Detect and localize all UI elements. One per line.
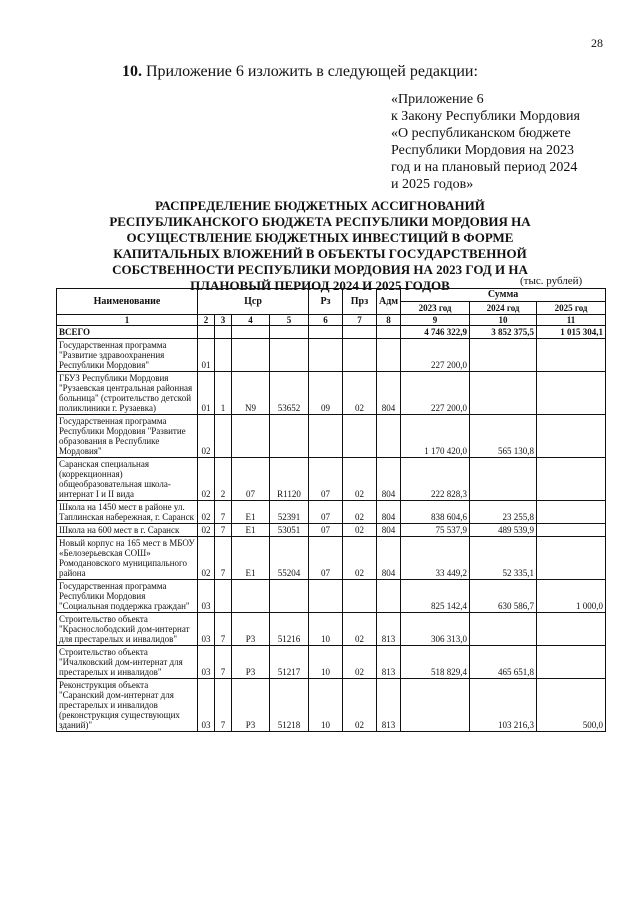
column-index: 7 <box>343 315 377 326</box>
cell-subprogram-code <box>215 415 232 458</box>
cell-program-code <box>198 326 215 339</box>
cell-program-code: 01 <box>198 339 215 372</box>
cell-subprogram-code: 7 <box>215 679 232 732</box>
cell-adm: 804 <box>377 537 401 580</box>
cell-program-code: 03 <box>198 580 215 613</box>
cell-rz: 10 <box>309 679 343 732</box>
cell-project-code <box>232 326 270 339</box>
cell-amount-2023: 825 142,4 <box>401 580 470 613</box>
cell-prz: 02 <box>343 537 377 580</box>
cell-amount-2025 <box>537 613 606 646</box>
table-row <box>57 613 606 646</box>
column-index: 5 <box>270 315 309 326</box>
cell-amount-2025 <box>537 501 606 524</box>
table-row <box>57 537 606 580</box>
cell-subprogram-code: 1 <box>215 372 232 415</box>
cell-project-code: P3 <box>232 679 270 732</box>
cell-subprogram-code: 7 <box>215 501 232 524</box>
table-row <box>57 372 606 415</box>
cell-subprogram-code: 7 <box>215 613 232 646</box>
cell-amount-2023: 227 200,0 <box>401 339 470 372</box>
cell-adm <box>377 326 401 339</box>
cell-direction-code: 55204 <box>270 537 309 580</box>
cell-program-code: 02 <box>198 415 215 458</box>
header-csr: Цср <box>198 289 309 315</box>
annex-line: к Закону Республики Мордовия <box>391 109 580 124</box>
cell-amount-2025 <box>537 524 606 537</box>
cell-rz: 07 <box>309 524 343 537</box>
cell-amount-2025 <box>537 339 606 372</box>
cell-name: Государственная программа Республики Мордовия "Социальная поддержка граждан" <box>57 580 198 613</box>
cell-project-code: P3 <box>232 646 270 679</box>
cell-amount-2023: 518 829,4 <box>401 646 470 679</box>
cell-amount-2024: 52 335,1 <box>470 537 537 580</box>
cell-name: Новый корпус на 165 мест в МБОУ «Белозерьевская СОШ» Ромодановского муниципального района <box>57 537 198 580</box>
cell-project-code: P3 <box>232 613 270 646</box>
cell-rz: 10 <box>309 613 343 646</box>
cell-name: Саранская специальная (коррекционная) общеобразовательная школа-интернат I и II вида <box>57 458 198 501</box>
column-index: 9 <box>401 315 470 326</box>
cell-rz: 09 <box>309 372 343 415</box>
cell-amount-2025 <box>537 537 606 580</box>
table-row <box>57 580 606 613</box>
header-2023: 2023 год <box>401 302 470 315</box>
cell-name: ВСЕГО <box>57 326 198 339</box>
cell-amount-2024 <box>470 372 537 415</box>
cell-program-code: 03 <box>198 679 215 732</box>
cell-amount-2024 <box>470 613 537 646</box>
column-index: 2 <box>198 315 215 326</box>
cell-project-code <box>232 415 270 458</box>
cell-prz: 02 <box>343 458 377 501</box>
cell-rz: 07 <box>309 501 343 524</box>
total-row <box>57 326 606 339</box>
cell-direction-code: 53652 <box>270 372 309 415</box>
cell-name: Реконструкция объекта "Саранский дом-интернат для престарелых и инвалидов (реконструкция существующих зданий)" <box>57 679 198 732</box>
column-index: 3 <box>215 315 232 326</box>
cell-amount-2023: 75 537,9 <box>401 524 470 537</box>
cell-rz <box>309 326 343 339</box>
cell-amount-2023: 33 449,2 <box>401 537 470 580</box>
cell-direction-code <box>270 415 309 458</box>
cell-direction-code: 51216 <box>270 613 309 646</box>
cell-subprogram-code <box>215 580 232 613</box>
cell-amount-2025 <box>537 646 606 679</box>
cell-amount-2024: 489 539,9 <box>470 524 537 537</box>
header-adm: Адм <box>377 289 401 315</box>
cell-prz <box>343 339 377 372</box>
annex-line: «Приложение 6 <box>391 92 484 107</box>
cell-prz: 02 <box>343 613 377 646</box>
cell-amount-2025 <box>537 415 606 458</box>
cell-direction-code: 53051 <box>270 524 309 537</box>
cell-adm <box>377 580 401 613</box>
cell-amount-2024: 23 255,8 <box>470 501 537 524</box>
cell-direction-code: R1120 <box>270 458 309 501</box>
cell-amount-2024: 465 651,8 <box>470 646 537 679</box>
column-index-row <box>57 315 606 326</box>
cell-program-code: 02 <box>198 537 215 580</box>
unit-label: (тыс. рублей) <box>520 275 583 287</box>
cell-direction-code <box>270 326 309 339</box>
table-row <box>57 339 606 372</box>
column-index: 8 <box>377 315 401 326</box>
budget-table <box>56 288 606 732</box>
cell-name: Школа на 1450 мест в районе ул. Таплинская набережная, г. Саранск <box>57 501 198 524</box>
cell-rz <box>309 339 343 372</box>
column-index: 11 <box>537 315 606 326</box>
header-2024: 2024 год <box>470 302 537 315</box>
cell-prz <box>343 580 377 613</box>
annex-line: «О республиканском бюджете <box>391 126 571 141</box>
cell-project-code <box>232 580 270 613</box>
cell-prz: 02 <box>343 501 377 524</box>
table-row <box>57 501 606 524</box>
column-index: 10 <box>470 315 537 326</box>
cell-prz <box>343 326 377 339</box>
cell-adm: 804 <box>377 458 401 501</box>
cell-project-code: E1 <box>232 524 270 537</box>
table-row <box>57 524 606 537</box>
cell-amount-2023: 1 170 420,0 <box>401 415 470 458</box>
annex-line: и 2025 годов» <box>391 177 474 192</box>
column-index: 1 <box>57 315 198 326</box>
cell-direction-code <box>270 580 309 613</box>
cell-project-code: E1 <box>232 501 270 524</box>
cell-amount-2023: 306 313,0 <box>401 613 470 646</box>
header-rz: Рз <box>309 289 343 315</box>
cell-program-code: 03 <box>198 613 215 646</box>
cell-adm <box>377 415 401 458</box>
table-row <box>57 646 606 679</box>
cell-amount-2025 <box>537 372 606 415</box>
amendment-text: Приложение 6 изложить в следующей редакции: <box>146 63 478 80</box>
cell-subprogram-code <box>215 339 232 372</box>
cell-amount-2025: 500,0 <box>537 679 606 732</box>
cell-name: ГБУЗ Республики Мордовия "Рузаевская центральная районная больница" (строительство детской поликлиники г. Рузаевка) <box>57 372 198 415</box>
cell-adm: 813 <box>377 646 401 679</box>
cell-name: Государственная программа "Развитие здравоохранения Республики Мордовия" <box>57 339 198 372</box>
cell-amount-2023 <box>401 679 470 732</box>
cell-name: Школа на 600 мест в г. Саранск <box>57 524 198 537</box>
table-row <box>57 415 606 458</box>
cell-rz: 10 <box>309 646 343 679</box>
cell-prz: 02 <box>343 679 377 732</box>
cell-prz: 02 <box>343 372 377 415</box>
cell-amount-2023: 838 604,6 <box>401 501 470 524</box>
cell-amount-2023: 227 200,0 <box>401 372 470 415</box>
amendment-number: 10. <box>122 63 142 80</box>
column-index: 6 <box>309 315 343 326</box>
cell-program-code: 03 <box>198 646 215 679</box>
header-sum: Сумма <box>401 289 606 302</box>
cell-amount-2024 <box>470 458 537 501</box>
cell-adm: 813 <box>377 613 401 646</box>
cell-subprogram-code: 7 <box>215 646 232 679</box>
cell-adm: 804 <box>377 372 401 415</box>
cell-prz: 02 <box>343 646 377 679</box>
cell-direction-code: 51217 <box>270 646 309 679</box>
cell-rz: 07 <box>309 458 343 501</box>
cell-program-code: 01 <box>198 372 215 415</box>
cell-name: Государственная программа Республики Мордовия "Развитие образования в Республике Мордовия" <box>57 415 198 458</box>
cell-name: Строительство объекта "Ичалковский дом-интернат для престарелых и инвалидов" <box>57 646 198 679</box>
header-prz: Прз <box>343 289 377 315</box>
cell-amount-2024: 103 216,3 <box>470 679 537 732</box>
cell-project-code: E1 <box>232 537 270 580</box>
cell-adm: 813 <box>377 679 401 732</box>
cell-project-code: N9 <box>232 372 270 415</box>
cell-name: Строительство объекта "Краснослободский дом-интернат для престарелых и инвалидов" <box>57 613 198 646</box>
column-index: 4 <box>232 315 270 326</box>
cell-amount-2024: 630 586,7 <box>470 580 537 613</box>
header-name: Наименование <box>57 289 198 315</box>
table-row <box>57 458 606 501</box>
cell-rz <box>309 580 343 613</box>
cell-adm: 804 <box>377 501 401 524</box>
document-title: РАСПРЕДЕЛЕНИЕ БЮДЖЕТНЫХ АССИГНОВАНИЙ РЕСПУБЛИКАНСКОГО БЮДЖЕТА РЕСПУБЛИКИ МОРДОВИЯ НА ОСУЩЕСТВЛЕНИЕ БЮДЖЕТНЫХ ИНВЕСТИЦИЙ В ФОРМЕ КАПИТАЛЬНЫХ ВЛОЖЕНИЙ В ОБЪЕКТЫ ГОСУДАРСТВЕННОЙ СОБСТВЕННОСТИ РЕСПУБЛИКИ МОРДОВИЯ НА 2023 ГОД И НА ПЛАНОВЫЙ ПЕРИОД 2024 И 2025 ГОДОВ <box>109 198 531 293</box>
annex-line: год и на плановый период 2024 <box>391 160 578 175</box>
cell-project-code <box>232 339 270 372</box>
cell-program-code: 02 <box>198 458 215 501</box>
page-number: 28 <box>591 36 603 50</box>
cell-amount-2023: 4 746 322,9 <box>401 326 470 339</box>
annex-line: Республики Мордовия на 2023 <box>391 143 575 158</box>
cell-amount-2024: 565 130,8 <box>470 415 537 458</box>
cell-subprogram-code <box>215 326 232 339</box>
cell-amount-2023: 222 828,3 <box>401 458 470 501</box>
cell-adm: 804 <box>377 524 401 537</box>
table-row <box>57 679 606 732</box>
annex-reference <box>391 91 580 193</box>
cell-direction-code <box>270 339 309 372</box>
cell-amount-2024 <box>470 339 537 372</box>
cell-subprogram-code: 7 <box>215 524 232 537</box>
cell-amount-2025 <box>537 458 606 501</box>
cell-subprogram-code: 7 <box>215 537 232 580</box>
cell-amount-2025: 1 000,0 <box>537 580 606 613</box>
cell-adm <box>377 339 401 372</box>
cell-prz <box>343 415 377 458</box>
cell-prz: 02 <box>343 524 377 537</box>
header-2025: 2025 год <box>537 302 606 315</box>
cell-direction-code: 51218 <box>270 679 309 732</box>
cell-program-code: 02 <box>198 524 215 537</box>
cell-rz <box>309 415 343 458</box>
amendment-heading <box>122 63 478 81</box>
cell-direction-code: 52391 <box>270 501 309 524</box>
cell-amount-2025: 1 015 304,1 <box>537 326 606 339</box>
cell-amount-2024: 3 852 375,5 <box>470 326 537 339</box>
cell-rz: 07 <box>309 537 343 580</box>
cell-subprogram-code: 2 <box>215 458 232 501</box>
cell-project-code: 07 <box>232 458 270 501</box>
cell-program-code: 02 <box>198 501 215 524</box>
